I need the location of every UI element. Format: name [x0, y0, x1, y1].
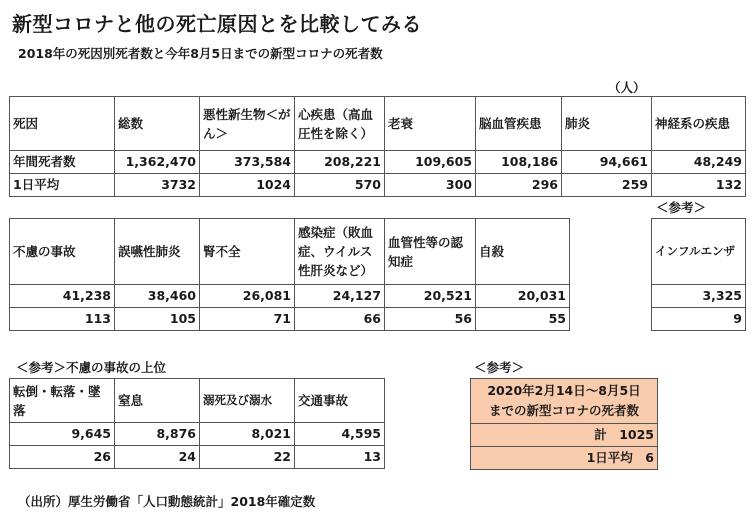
value-cell: 71	[200, 308, 295, 331]
value-cell: 300	[385, 174, 476, 197]
table-row	[471, 447, 658, 470]
covid-period-cell	[471, 379, 658, 424]
table-influenza	[651, 218, 746, 331]
value-cell: 259	[562, 174, 652, 197]
table-header-row	[10, 97, 746, 151]
reference-label-influenza: ＜参考＞	[656, 200, 707, 215]
table-header-row	[10, 379, 385, 423]
value-cell: 55	[476, 308, 570, 331]
source-note: （出所）厚生労働省「人口動態統計」2018年確定数	[18, 494, 316, 509]
value-cell: 1024	[200, 174, 295, 197]
covid-period-line2: までの新型コロナの死者数	[488, 403, 639, 418]
value-cell: 13	[295, 446, 385, 469]
header-cell: 肺炎	[562, 97, 652, 151]
table-row	[10, 446, 385, 469]
value-cell: 56	[385, 308, 476, 331]
value-cell: 296	[476, 174, 562, 197]
header-cell: 腎不全	[200, 219, 295, 285]
value-cell: 24	[115, 446, 200, 469]
page-subtitle: 2018年の死因別死者数と今年8月5日までの新型コロナの死者数	[18, 46, 383, 61]
header-cell: インフルエンザ	[652, 219, 746, 285]
table-row	[10, 174, 746, 197]
header-cell: 窒息	[115, 379, 200, 423]
unit-label: （人）	[608, 80, 646, 95]
table-row	[10, 308, 570, 331]
header-cell: 自殺	[476, 219, 570, 285]
value-cell: 3732	[115, 174, 200, 197]
value-cell: 3,325	[652, 285, 746, 308]
value-cell: 373,584	[200, 151, 295, 174]
value-cell: 24,127	[295, 285, 385, 308]
table-covid	[470, 378, 658, 470]
table-header-row	[10, 219, 570, 285]
value-cell: 48,249	[652, 151, 746, 174]
header-cell: 転倒・転落・墜落	[10, 379, 115, 423]
value-cell: 22	[200, 446, 295, 469]
value-cell: 8,876	[115, 423, 200, 446]
table-row	[471, 424, 658, 447]
header-cell: 血管性等の認知症	[385, 219, 476, 285]
covid-total-cell: 計 1025	[471, 424, 658, 447]
value-cell: 8,021	[200, 423, 295, 446]
table-accidents	[9, 378, 385, 469]
table-other-causes	[9, 218, 570, 331]
header-cell: 死因	[10, 97, 115, 151]
value-cell: 94,661	[562, 151, 652, 174]
table-row	[10, 285, 570, 308]
covid-period-line1: 2020年2月14日～8月5日	[487, 383, 641, 398]
header-cell: 老衰	[385, 97, 476, 151]
row-label: 1日平均	[10, 174, 115, 197]
value-cell: 20,031	[476, 285, 570, 308]
table-row	[10, 423, 385, 446]
table-row	[471, 379, 658, 424]
value-cell: 20,521	[385, 285, 476, 308]
table-row	[652, 285, 746, 308]
value-cell: 113	[10, 308, 115, 331]
covid-reference-label: ＜参考＞	[474, 360, 525, 375]
value-cell: 41,238	[10, 285, 115, 308]
table-row	[10, 151, 746, 174]
covid-daily-cell: 1日平均 6	[471, 447, 658, 470]
value-cell: 9,645	[10, 423, 115, 446]
header-cell: 不慮の事故	[10, 219, 115, 285]
value-cell: 26,081	[200, 285, 295, 308]
value-cell: 108,186	[476, 151, 562, 174]
value-cell: 132	[652, 174, 746, 197]
row-label: 年間死者数	[10, 151, 115, 174]
value-cell: 38,460	[115, 285, 200, 308]
header-cell: 交通事故	[295, 379, 385, 423]
header-cell: 神経系の疾患	[652, 97, 746, 151]
table-main-causes	[9, 96, 746, 197]
header-cell: 総数	[115, 97, 200, 151]
header-cell: 心疾患（高血圧性を除く）	[295, 97, 385, 151]
value-cell: 1,362,470	[115, 151, 200, 174]
value-cell: 4,595	[295, 423, 385, 446]
value-cell: 105	[115, 308, 200, 331]
value-cell: 208,221	[295, 151, 385, 174]
header-cell: 悪性新生物＜がん＞	[200, 97, 295, 151]
header-cell: 溺死及び溺水	[200, 379, 295, 423]
value-cell: 66	[295, 308, 385, 331]
header-cell: 感染症（敗血症、ウイルス性肝炎など）	[295, 219, 385, 285]
accident-reference-label: ＜参考＞不慮の事故の上位	[16, 360, 167, 375]
page-title: 新型コロナと他の死亡原因とを比較してみる	[12, 12, 422, 36]
table-row	[652, 308, 746, 331]
value-cell: 570	[295, 174, 385, 197]
header-cell: 脳血管疾患	[476, 97, 562, 151]
value-cell: 109,605	[385, 151, 476, 174]
value-cell: 9	[652, 308, 746, 331]
header-cell: 誤嚥性肺炎	[115, 219, 200, 285]
value-cell: 26	[10, 446, 115, 469]
table-header-row	[652, 219, 746, 285]
